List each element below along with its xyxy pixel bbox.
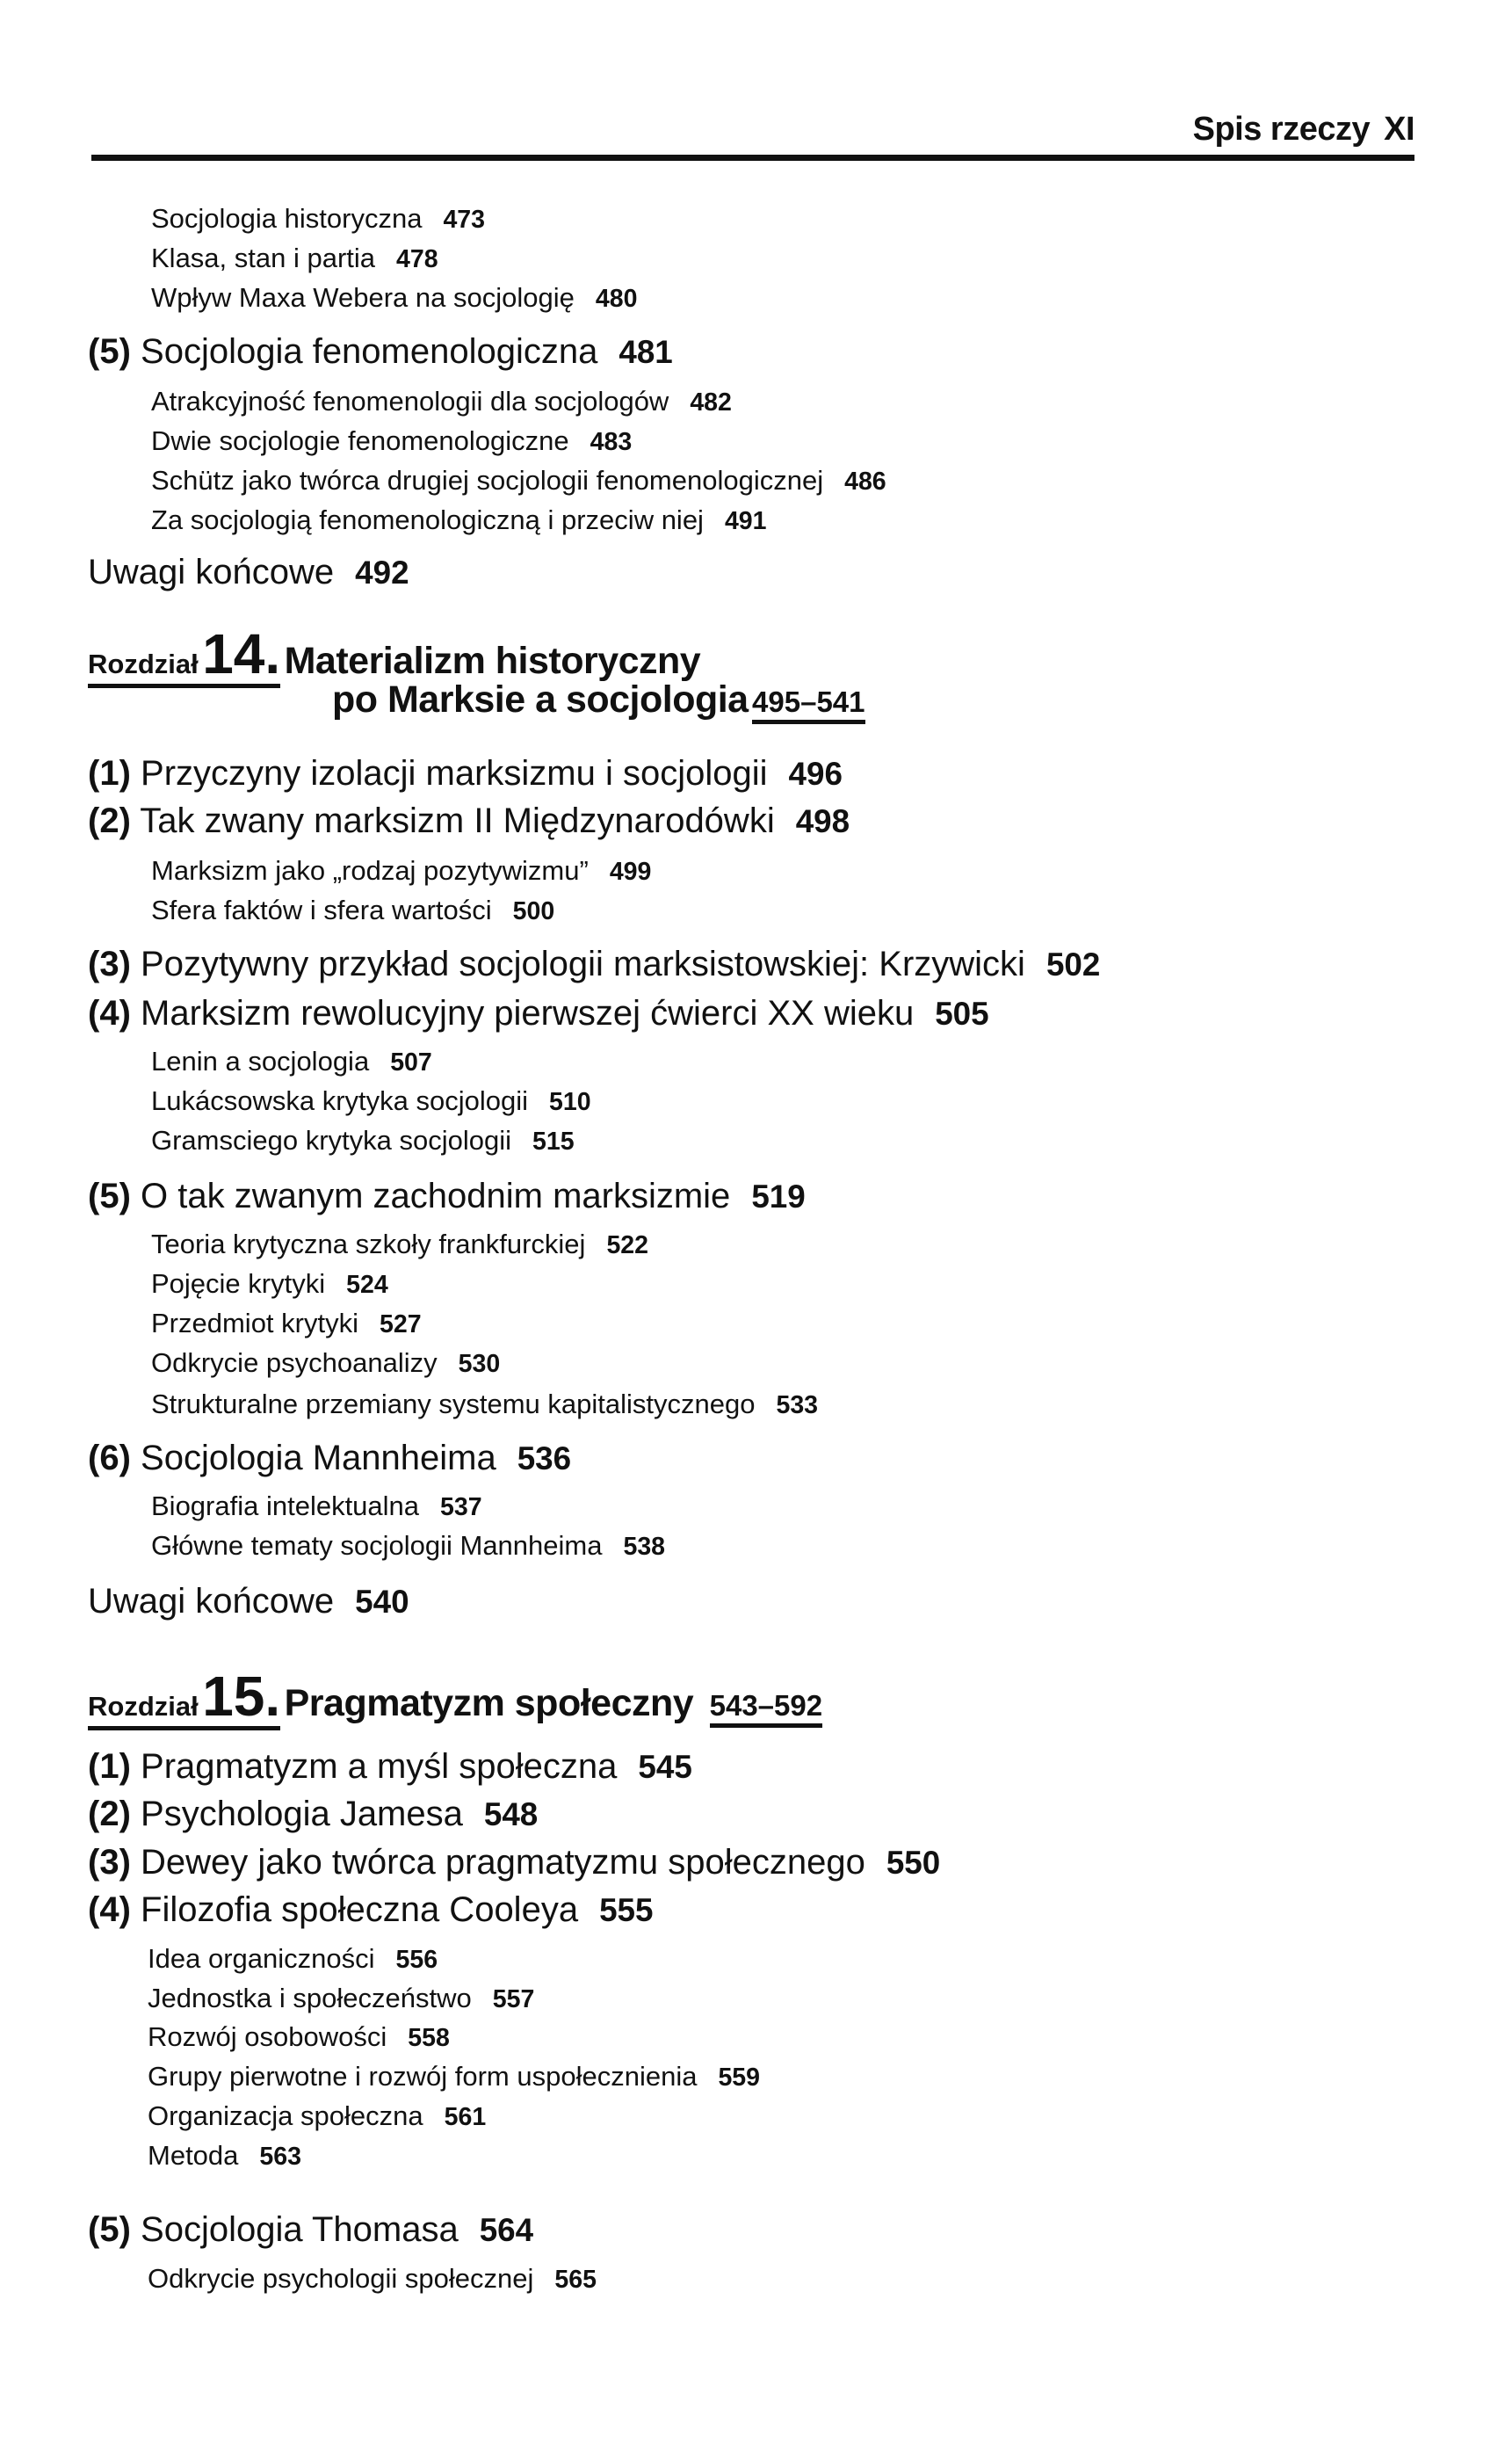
entry-text: O tak zwanym zachodnim marksizmie: [141, 1177, 731, 1215]
entry-page: 530: [458, 1350, 501, 1378]
entry-page: 533: [776, 1391, 819, 1419]
entry-page: 564: [479, 2212, 534, 2248]
entry-text: Socjologia Mannheima: [141, 1439, 496, 1477]
entry-page: 561: [444, 2103, 487, 2131]
toc-subentry: [148, 1976, 534, 2020]
entry-text: Rozwój osobowości: [148, 2021, 387, 2052]
toc-section: [88, 1792, 538, 1836]
header-title: Spis rzeczy: [1192, 111, 1371, 148]
entry-text: Biografia intelektualna: [151, 1490, 420, 1521]
entry-page: 519: [751, 1179, 806, 1215]
running-header: [1193, 111, 1414, 149]
entry-page: 483: [590, 428, 633, 456]
entry-page: 540: [355, 1584, 409, 1620]
entry-page: 505: [935, 996, 989, 1032]
section-number: (5): [88, 2210, 131, 2249]
entry-page: 527: [379, 1310, 422, 1338]
entry-text: Dwie socjologie fenomenologiczne: [151, 425, 569, 456]
entry-text: Uwagi końcowe: [88, 553, 335, 591]
chapter-title: Pragmatyzm społeczny: [284, 1682, 694, 1724]
entry-text: Filozofia społeczna Cooleya: [141, 1890, 579, 1929]
entry-page: 522: [606, 1231, 649, 1259]
entry-page: 557: [492, 1985, 535, 2013]
toc-subentry: [151, 1341, 500, 1385]
header-page-number: XI: [1384, 111, 1414, 148]
entry-text: Główne tematy socjologii Mannheima: [151, 1530, 603, 1561]
entry-page: 548: [483, 1796, 539, 1832]
chapter-14-heading-line2: [332, 678, 865, 722]
toc-subentry: [151, 1040, 432, 1084]
chapter-15-heading: [88, 1665, 823, 1730]
entry-text: Sfera faktów i sfera wartości: [151, 895, 492, 925]
toc-subentry: [151, 1222, 648, 1266]
entry-page: 492: [355, 555, 409, 591]
section-number: (5): [88, 1177, 131, 1215]
entry-text: Psychologia Jamesa: [141, 1795, 463, 1833]
toc-subentry: [148, 2094, 486, 2138]
entry-text: Idea organiczności: [148, 1943, 375, 1974]
entry-page: 545: [638, 1749, 692, 1785]
toc-section: [88, 799, 850, 843]
toc-subentry: [148, 1937, 438, 1981]
entry-page: 536: [517, 1440, 572, 1476]
entry-page: 480: [595, 285, 638, 313]
entry-page: 515: [532, 1128, 575, 1156]
entry-text: Odkrycie psychoanalizy: [151, 1347, 438, 1378]
entry-page: 559: [718, 2063, 761, 2092]
toc-section: [88, 330, 673, 374]
entry-text: Jednostka i społeczeństwo: [148, 1983, 472, 2013]
section-number: (1): [88, 1747, 131, 1786]
entry-page: 565: [554, 2266, 597, 2294]
toc-section: [88, 1436, 571, 1480]
toc-section: [88, 942, 1100, 986]
entry-text: Atrakcyjność fenomenologii dla socjologów: [151, 386, 669, 417]
entry-text: Przedmiot krytyki: [151, 1308, 358, 1338]
section-number: (6): [88, 1439, 131, 1477]
entry-text: Odkrycie psychologii społecznej: [148, 2263, 534, 2294]
entry-text: Lenin a socjologia: [151, 1046, 370, 1077]
toc-section: [88, 991, 989, 1035]
entry-page: 473: [443, 206, 486, 234]
entry-text: Uwagi końcowe: [88, 1582, 335, 1621]
entry-text: Tak zwany marksizm II Międzynarodówki: [140, 801, 775, 840]
toc-subentry: [151, 1119, 575, 1163]
toc-section: [88, 2208, 533, 2252]
entry-text: Socjologia fenomenologiczna: [141, 332, 598, 371]
entry-text: Strukturalne przemiany systemu kapitalistycznego: [151, 1389, 756, 1419]
entry-text: Gramsciego krytyka socjologii: [151, 1125, 512, 1156]
entry-page: 481: [619, 334, 673, 370]
entry-page: 558: [408, 2024, 450, 2052]
toc-section: [88, 1744, 692, 1788]
chapter-title: Materializm historyczny: [284, 640, 701, 682]
entry-text: Za socjologią fenomenologiczną i przeciw niej: [151, 504, 704, 535]
chapter-number: 14.: [202, 622, 281, 685]
toc-subentry: [151, 1484, 482, 1528]
entry-page: 499: [609, 858, 652, 886]
entry-text: Dewey jako twórca pragmatyzmu społecznego: [141, 1843, 865, 1882]
entry-text: Lukácsowska krytyka socjologii: [151, 1085, 529, 1116]
toc-subentry: [151, 849, 651, 893]
toc-subentry: [148, 2257, 597, 2301]
chapter-page-range: 495–541: [752, 685, 865, 724]
section-number: (2): [88, 1795, 131, 1833]
entry-text: Teoria krytyczna szkoły frankfurckiej: [151, 1229, 586, 1259]
chapter-page-range: 543–592: [710, 1689, 822, 1728]
section-number: (1): [88, 754, 131, 793]
entry-text: Metoda: [148, 2140, 239, 2171]
entry-text: Marksizm rewolucyjny pierwszej ćwierci XX wieku: [141, 994, 915, 1033]
entry-page: 482: [690, 388, 732, 417]
toc-subentry: [148, 2055, 760, 2099]
toc-subentry: [151, 197, 485, 241]
toc-subentry: [151, 1262, 388, 1306]
entry-page: 507: [390, 1048, 432, 1077]
chapter-title: po Marksie a socjologia: [332, 678, 749, 721]
entry-text: Pojęcie krytyki: [151, 1268, 326, 1299]
toc-subentry: [151, 1079, 591, 1123]
chapter-label: Rozdział: [88, 649, 199, 679]
entry-page: 486: [844, 468, 886, 496]
entry-page: 550: [886, 1845, 941, 1881]
toc-section: [88, 751, 843, 795]
toc-subentry: [151, 276, 637, 320]
entry-page: 524: [346, 1271, 388, 1299]
toc-section: [88, 1579, 409, 1623]
chapter-label: Rozdział: [88, 1691, 199, 1722]
toc-subentry: [151, 1302, 422, 1345]
entry-page: 556: [395, 1946, 438, 1974]
entry-text: Socjologia Thomasa: [141, 2210, 459, 2249]
entry-text: Klasa, stan i partia: [151, 243, 376, 273]
entry-page: 500: [512, 897, 555, 925]
entry-page: 538: [623, 1533, 666, 1561]
toc-subentry: [151, 1524, 665, 1568]
toc-subentry: [151, 459, 886, 503]
section-number: (3): [88, 945, 131, 983]
toc-subentry: [148, 2015, 450, 2059]
toc-section: [88, 1840, 940, 1884]
entry-page: 510: [549, 1088, 591, 1116]
entry-text: Pozytywny przykład socjologii marksistowskiej: Krzywicki: [141, 945, 1025, 983]
header-rule: [91, 155, 1414, 161]
entry-text: Schütz jako twórca drugiej socjologii fenomenologicznej: [151, 465, 824, 496]
entry-page: 498: [795, 803, 850, 839]
toc-section: [88, 550, 409, 594]
entry-page: 478: [396, 245, 438, 273]
entry-text: Socjologia historyczna: [151, 203, 423, 234]
toc-section: [88, 1888, 653, 1932]
entry-text: Pragmatyzm a myśl społeczna: [141, 1747, 618, 1786]
section-number: (4): [88, 1890, 131, 1929]
chapter-number: 15.: [202, 1665, 281, 1728]
toc-subentry: [151, 419, 632, 463]
section-number: (4): [88, 994, 131, 1033]
toc-subentry: [151, 380, 732, 424]
toc-subentry: [148, 2134, 301, 2178]
toc-subentry: [151, 888, 554, 932]
entry-text: Przyczyny izolacji marksizmu i socjologii: [141, 754, 768, 793]
entry-page: 563: [259, 2143, 301, 2171]
toc-subentry: [151, 236, 438, 280]
section-number: (2): [88, 801, 131, 840]
entry-text: Wpływ Maxa Webera na socjologię: [151, 282, 575, 313]
entry-text: Grupy pierwotne i rozwój form uspołecznienia: [148, 2061, 698, 2092]
entry-page: 502: [1045, 947, 1101, 983]
entry-page: 537: [440, 1493, 482, 1521]
toc-subentry: [151, 1382, 818, 1426]
entry-page: 491: [724, 507, 767, 535]
section-number: (5): [88, 332, 131, 371]
toc-section: [88, 1174, 806, 1218]
entry-page: 555: [599, 1892, 654, 1928]
entry-page: 496: [788, 756, 843, 792]
entry-text: Organizacja społeczna: [148, 2100, 423, 2131]
toc-subentry: [151, 498, 767, 542]
section-number: (3): [88, 1843, 131, 1882]
entry-text: Marksizm jako „rodzaj pozytywizmu”: [151, 855, 589, 886]
